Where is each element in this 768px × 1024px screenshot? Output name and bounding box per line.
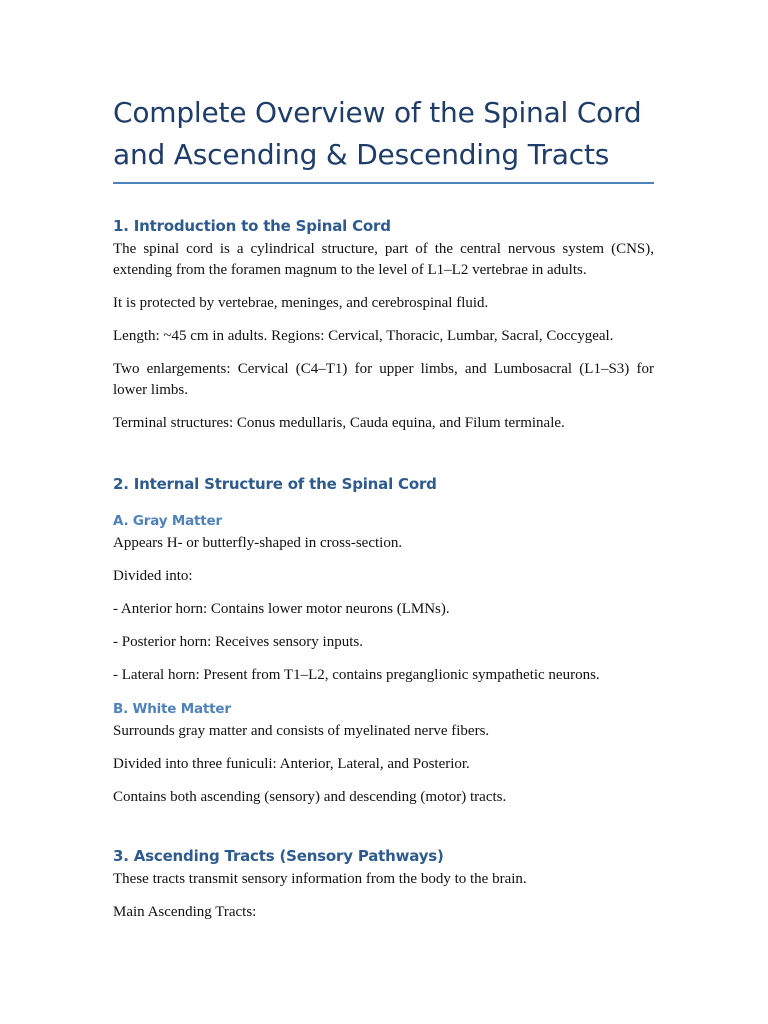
paragraph: Appears H- or butterfly-shaped in cross-section.	[113, 535, 403, 551]
document-page	[113, 92, 654, 923]
paragraph: Contains both ascending (sensory) and descending (motor) tracts.	[113, 789, 507, 805]
paragraph: Divided into three funiculi: Anterior, Lateral, and Posterior.	[113, 756, 470, 772]
paragraph: Two enlargements: Cervical (C4–T1) for upper limbs, and Lumbosacral (L1–S3) for lower limbs.	[113, 361, 654, 398]
section-heading-ascending-tracts: 3. Ascending Tracts (Sensory Pathways)	[113, 847, 444, 865]
paragraph: Terminal structures: Conus medullaris, Cauda equina, and Filum terminale.	[113, 415, 565, 431]
subsection-heading-white-matter: B. White Matter	[113, 701, 231, 717]
paragraph: It is protected by vertebrae, meninges, and cerebrospinal fluid.	[113, 295, 489, 311]
paragraph: Surrounds gray matter and consists of myelinated nerve fibers.	[113, 723, 490, 739]
paragraph: Length: ~45 cm in adults. Regions: Cervical, Thoracic, Lumbar, Sacral, Coccygeal.	[113, 328, 614, 344]
document-title: Complete Overview of the Spinal Cord and Ascending & Descending Tracts	[113, 92, 654, 184]
list-item: - Anterior horn: Contains lower motor neurons (LMNs).	[113, 601, 450, 617]
subsection-heading-gray-matter: A. Gray Matter	[113, 513, 222, 529]
section-heading-introduction: 1. Introduction to the Spinal Cord	[113, 217, 391, 235]
list-item: - Lateral horn: Present from T1–L2, contains preganglionic sympathetic neurons.	[113, 667, 600, 683]
paragraph: Divided into:	[113, 568, 193, 584]
section-heading-internal-structure: 2. Internal Structure of the Spinal Cord	[113, 475, 437, 493]
paragraph: Main Ascending Tracts:	[113, 904, 257, 920]
list-item: - Posterior horn: Receives sensory inputs.	[113, 634, 363, 650]
paragraph: The spinal cord is a cylindrical structure, part of the central nervous system (CNS), extending from the foramen magnum to the level of L1–L2 vertebrae in adults.	[113, 241, 654, 278]
paragraph: These tracts transmit sensory information from the body to the brain.	[113, 871, 527, 887]
